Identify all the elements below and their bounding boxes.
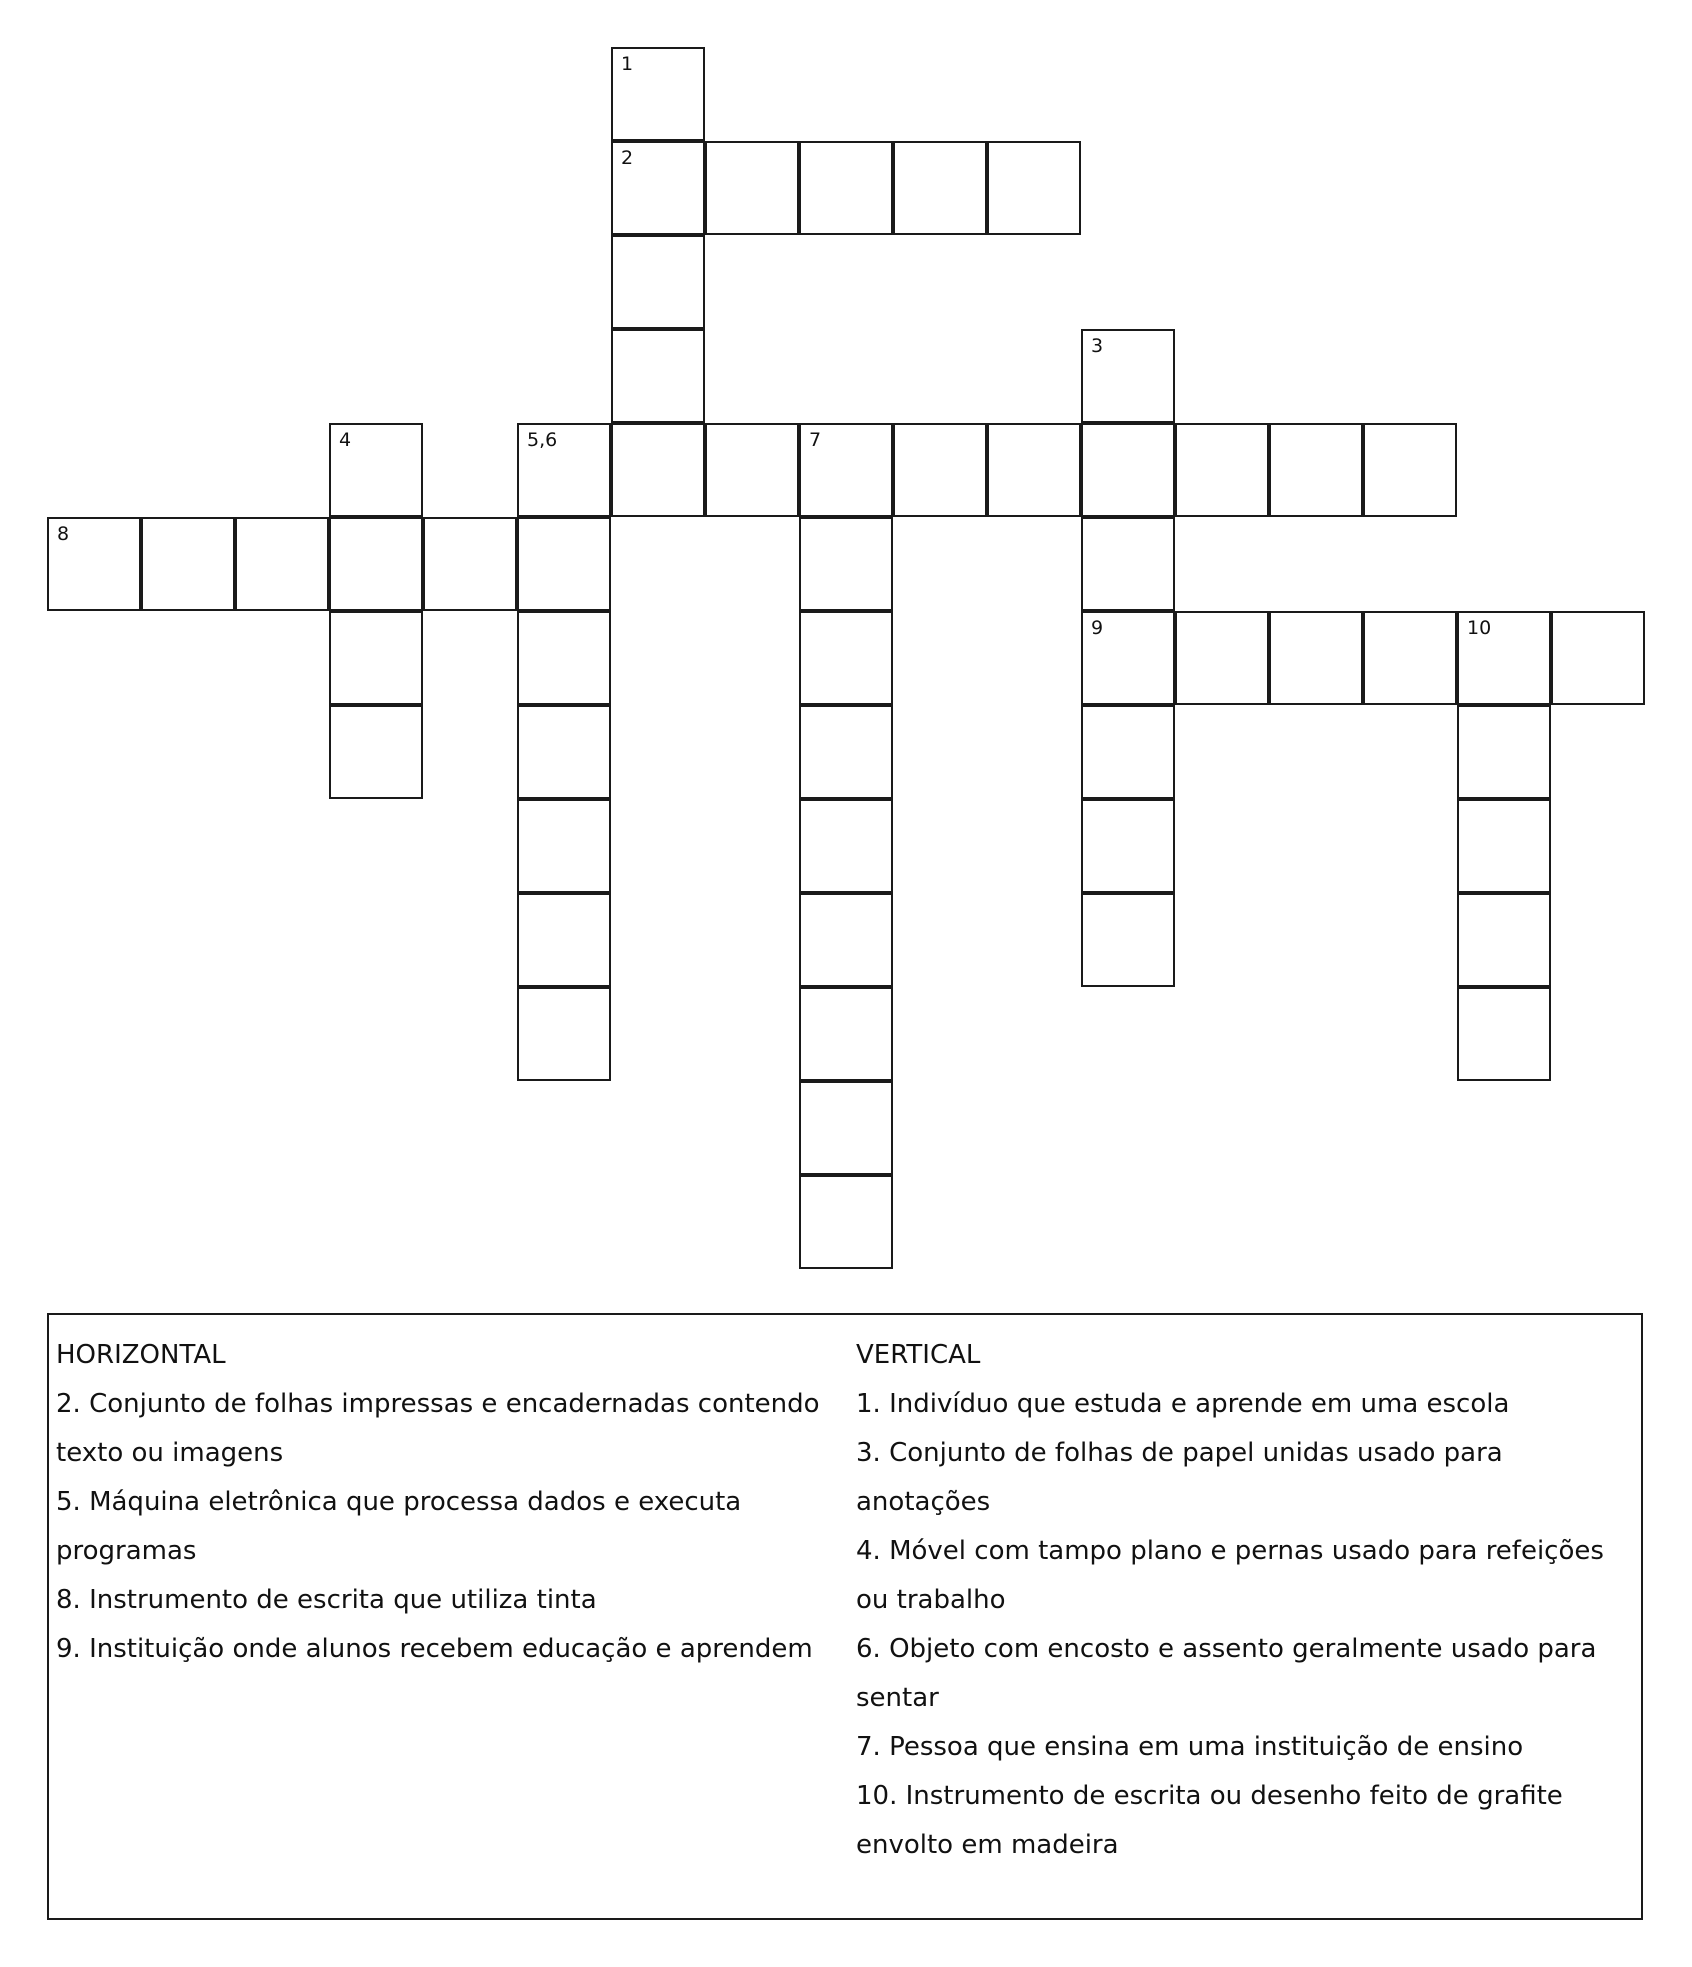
crossword-cell-numbered[interactable] — [329, 423, 423, 517]
crossword-cell[interactable] — [1081, 517, 1175, 611]
crossword-cell[interactable] — [329, 705, 423, 799]
horizontal-clues-column — [56, 1331, 851, 1674]
crossword-cell[interactable] — [705, 423, 799, 517]
cell-number-label: 8 — [57, 523, 70, 545]
crossword-cell[interactable] — [1457, 705, 1551, 799]
crossword-cell[interactable] — [987, 141, 1081, 235]
crossword-cell[interactable] — [893, 423, 987, 517]
crossword-cell[interactable] — [517, 987, 611, 1081]
crossword-cell[interactable] — [517, 611, 611, 705]
crossword-cell-numbered[interactable] — [47, 517, 141, 611]
crossword-cell[interactable] — [517, 705, 611, 799]
cell-number-label: 1 — [621, 53, 634, 75]
vertical-clues-column — [856, 1331, 1636, 1870]
clues-box — [47, 1313, 1643, 1920]
crossword-cell[interactable] — [517, 893, 611, 987]
vertical-clues-heading: VERTICAL — [856, 1340, 981, 1370]
cell-number-label: 3 — [1091, 335, 1104, 357]
crossword-cell[interactable] — [799, 1175, 893, 1269]
cell-number-label: 10 — [1467, 617, 1492, 639]
crossword-cell[interactable] — [1081, 705, 1175, 799]
vertical-clue-3: 3. Conjunto de folhas de papel unidas usado para anotações — [856, 1438, 1503, 1517]
crossword-cell[interactable] — [1269, 423, 1363, 517]
crossword-cell[interactable] — [611, 235, 705, 329]
crossword-cell-numbered[interactable] — [1081, 329, 1175, 423]
crossword-cell[interactable] — [611, 423, 705, 517]
crossword-cell[interactable] — [329, 611, 423, 705]
horizontal-clues-heading: HORIZONTAL — [56, 1340, 226, 1370]
crossword-cell[interactable] — [1457, 893, 1551, 987]
crossword-cell[interactable] — [987, 423, 1081, 517]
horizontal-clue-2: 2. Conjunto de folhas impressas e encadernadas contendo texto ou imagens — [56, 1389, 820, 1468]
crossword-cell[interactable] — [1363, 423, 1457, 517]
crossword-cell[interactable] — [799, 1081, 893, 1175]
crossword-cell[interactable] — [799, 611, 893, 705]
crossword-cell[interactable] — [1269, 611, 1363, 705]
crossword-cell[interactable] — [799, 705, 893, 799]
vertical-clue-4: 4. Móvel com tampo plano e pernas usado para refeições ou trabalho — [856, 1536, 1604, 1615]
horizontal-clue-9: 9. Instituição onde alunos recebem educação e aprendem — [56, 1634, 813, 1664]
crossword-cell[interactable] — [1551, 611, 1645, 705]
crossword-cell[interactable] — [329, 517, 423, 611]
crossword-cell[interactable] — [1457, 987, 1551, 1081]
crossword-cell-numbered[interactable] — [517, 423, 611, 517]
crossword-cell[interactable] — [1175, 423, 1269, 517]
crossword-cell[interactable] — [799, 141, 893, 235]
crossword-cell[interactable] — [705, 141, 799, 235]
crossword-cell[interactable] — [799, 517, 893, 611]
crossword-cell[interactable] — [893, 141, 987, 235]
vertical-clue-1: 1. Indivíduo que estuda e aprende em uma escola — [856, 1389, 1510, 1419]
vertical-clue-6: 6. Objeto com encosto e assento geralmente usado para sentar — [856, 1634, 1597, 1713]
cell-number-label: 4 — [339, 429, 352, 451]
cell-number-label: 2 — [621, 147, 634, 169]
crossword-cell[interactable] — [1457, 799, 1551, 893]
crossword-cell[interactable] — [141, 517, 235, 611]
cell-number-label: 5,6 — [527, 429, 558, 451]
vertical-clue-10: 10. Instrumento de escrita ou desenho feito de grafite envolto em madeira — [856, 1781, 1563, 1860]
crossword-cell[interactable] — [517, 799, 611, 893]
crossword-cell[interactable] — [423, 517, 517, 611]
crossword-cell[interactable] — [799, 987, 893, 1081]
cell-number-label: 9 — [1091, 617, 1104, 639]
crossword-cell[interactable] — [235, 517, 329, 611]
crossword-cell-numbered[interactable] — [611, 47, 705, 141]
crossword-cell-numbered[interactable] — [1081, 611, 1175, 705]
crossword-cell-numbered[interactable] — [611, 141, 705, 235]
crossword-cell-numbered[interactable] — [1457, 611, 1551, 705]
crossword-cell[interactable] — [1175, 611, 1269, 705]
crossword-cell[interactable] — [799, 799, 893, 893]
horizontal-clue-5: 5. Máquina eletrônica que processa dados e executa programas — [56, 1487, 742, 1566]
crossword-cell-numbered[interactable] — [799, 423, 893, 517]
horizontal-clue-8: 8. Instrumento de escrita que utiliza tinta — [56, 1585, 597, 1615]
crossword-cell[interactable] — [1363, 611, 1457, 705]
crossword-cell[interactable] — [517, 517, 611, 611]
cell-number-label: 7 — [809, 429, 822, 451]
vertical-clue-7: 7. Pessoa que ensina em uma instituição de ensino — [856, 1732, 1524, 1762]
crossword-cell[interactable] — [799, 893, 893, 987]
crossword-cell[interactable] — [611, 329, 705, 423]
crossword-cell[interactable] — [1081, 423, 1175, 517]
crossword-cell[interactable] — [1081, 893, 1175, 987]
crossword-cell[interactable] — [1081, 799, 1175, 893]
